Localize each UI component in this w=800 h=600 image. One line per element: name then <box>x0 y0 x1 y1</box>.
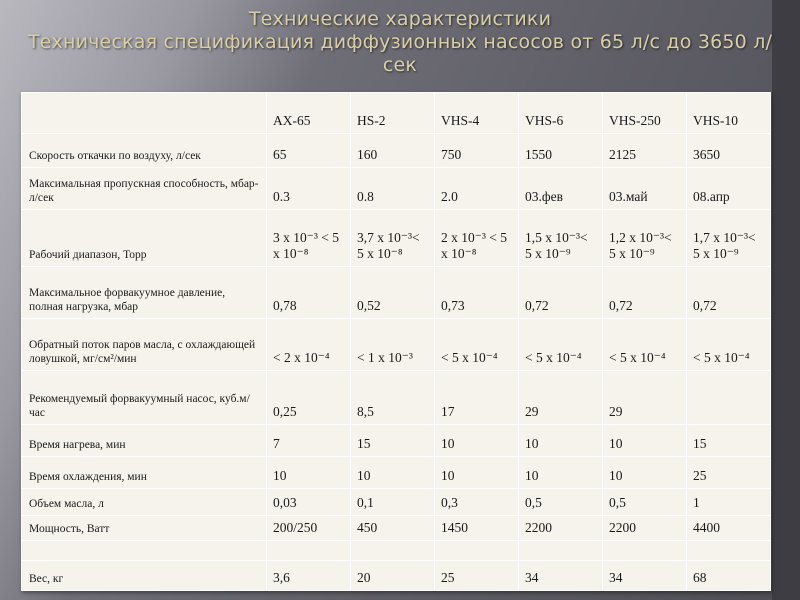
value-cell: 0,72 <box>687 267 771 319</box>
value-cell: 0,5 <box>519 489 603 516</box>
value-cell <box>435 541 519 561</box>
value-cell: 34 <box>603 561 687 591</box>
value-cell: 4400 <box>687 516 771 541</box>
value-cell: 68 <box>687 561 771 591</box>
value-cell: 10 <box>519 425 603 457</box>
value-cell: 0,1 <box>351 489 435 516</box>
value-cell: 10 <box>603 425 687 457</box>
value-cell: VHS-10 <box>687 93 771 134</box>
value-cell: 0.3 <box>267 168 351 210</box>
table-row <box>22 168 771 210</box>
value-cell: 65 <box>267 134 351 168</box>
value-cell: 8,5 <box>351 371 435 425</box>
value-cell: 2200 <box>603 516 687 541</box>
value-cell: 0,72 <box>519 267 603 319</box>
value-cell <box>603 541 687 561</box>
table-row <box>22 371 771 425</box>
value-cell: 0,5 <box>603 489 687 516</box>
value-cell: 15 <box>687 425 771 457</box>
value-cell <box>687 541 771 561</box>
value-cell: 160 <box>351 134 435 168</box>
table-row <box>22 134 771 168</box>
value-cell: 2125 <box>603 134 687 168</box>
value-cell: 0,03 <box>267 489 351 516</box>
title-line-2: Техническая спецификация диффузионных насосов от 65 л/с до 3650 л/сек <box>27 31 773 76</box>
value-cell: 29 <box>519 371 603 425</box>
title-line-1: Технические характеристики <box>248 8 552 30</box>
value-cell: 0,52 <box>351 267 435 319</box>
value-cell: 17 <box>435 371 519 425</box>
value-cell: 25 <box>687 457 771 489</box>
value-cell: 03.май <box>603 168 687 210</box>
value-cell: 0.8 <box>351 168 435 210</box>
value-cell <box>687 371 771 425</box>
value-cell: 0,78 <box>267 267 351 319</box>
row-label-cell: Максимальное форвакуумное давление, полная нагрузка, мбар <box>22 267 267 319</box>
table-row <box>22 516 771 541</box>
row-label-cell <box>22 541 267 561</box>
row-label-cell: Рабочий диапазон, Торр <box>22 210 267 267</box>
row-label-cell: Обратный поток паров масла, с охлаждающей ловушкой, мг/см²/мин <box>22 319 267 371</box>
value-cell: < 5 x 10⁻⁴ <box>519 319 603 371</box>
value-cell: 15 <box>351 425 435 457</box>
value-cell: < 5 x 10⁻⁴ <box>603 319 687 371</box>
value-cell: 1,2 x 10⁻³< 5 x 10⁻⁹ <box>603 210 687 267</box>
row-label-cell: Объем масла, л <box>22 489 267 516</box>
row-label-cell: Время охлаждения, мин <box>22 457 267 489</box>
value-cell: 0,3 <box>435 489 519 516</box>
value-cell: VHS-4 <box>435 93 519 134</box>
value-cell: 0,25 <box>267 371 351 425</box>
value-cell: 0,72 <box>603 267 687 319</box>
value-cell <box>351 541 435 561</box>
value-cell: < 1 x 10⁻³ <box>351 319 435 371</box>
value-cell: 2200 <box>519 516 603 541</box>
value-cell: 29 <box>603 371 687 425</box>
value-cell: 1 <box>687 489 771 516</box>
table-row <box>22 210 771 267</box>
value-cell: 34 <box>519 561 603 591</box>
table-header-row <box>22 93 771 134</box>
table-row <box>22 319 771 371</box>
value-cell: VHS-6 <box>519 93 603 134</box>
value-cell: 3,6 <box>267 561 351 591</box>
row-label-cell <box>22 93 267 134</box>
value-cell: 2.0 <box>435 168 519 210</box>
row-label-cell: Время нагрева, мин <box>22 425 267 457</box>
value-cell: 25 <box>435 561 519 591</box>
value-cell: 1,5 x 10⁻³< 5 x 10⁻⁹ <box>519 210 603 267</box>
value-cell: 750 <box>435 134 519 168</box>
value-cell: HS-2 <box>351 93 435 134</box>
decorative-stripe <box>772 0 800 600</box>
value-cell: 1550 <box>519 134 603 168</box>
value-cell: 03.фев <box>519 168 603 210</box>
value-cell: 10 <box>351 457 435 489</box>
value-cell: 450 <box>351 516 435 541</box>
value-cell: 3,7 x 10⁻³< 5 x 10⁻⁸ <box>351 210 435 267</box>
table-row <box>22 267 771 319</box>
value-cell: 10 <box>267 457 351 489</box>
value-cell: 1450 <box>435 516 519 541</box>
value-cell: 20 <box>351 561 435 591</box>
table-row <box>22 425 771 457</box>
value-cell: < 2 x 10⁻⁴ <box>267 319 351 371</box>
value-cell: < 5 x 10⁻⁴ <box>435 319 519 371</box>
value-cell: 08.апр <box>687 168 771 210</box>
table-row <box>22 457 771 489</box>
table-row <box>22 541 771 561</box>
row-label-cell: Мощность, Ватт <box>22 516 267 541</box>
value-cell: 10 <box>435 425 519 457</box>
row-label-cell: Рекомендуемый форвакуумный насос, куб.м/час <box>22 371 267 425</box>
value-cell: 0,73 <box>435 267 519 319</box>
table-row <box>22 489 771 516</box>
value-cell: 1,7 x 10⁻³< 5 x 10⁻⁹ <box>687 210 771 267</box>
value-cell: VHS-250 <box>603 93 687 134</box>
value-cell: AX-65 <box>267 93 351 134</box>
specs-table <box>21 92 771 591</box>
value-cell: 2 x 10⁻³ < 5 x 10⁻⁸ <box>435 210 519 267</box>
row-label-cell: Вес, кг <box>22 561 267 591</box>
slide-title <box>20 8 780 77</box>
table-row <box>22 561 771 591</box>
value-cell: 3650 <box>687 134 771 168</box>
value-cell: 200/250 <box>267 516 351 541</box>
row-label-cell: Максимальная пропускная способность, мбар-л/сек <box>22 168 267 210</box>
value-cell <box>519 541 603 561</box>
value-cell: < 5 x 10⁻⁴ <box>687 319 771 371</box>
row-label-cell: Скорость откачки по воздуху, л/сек <box>22 134 267 168</box>
value-cell: 3 x 10⁻³ < 5 x 10⁻⁸ <box>267 210 351 267</box>
value-cell: 10 <box>519 457 603 489</box>
value-cell <box>267 541 351 561</box>
value-cell: 10 <box>435 457 519 489</box>
value-cell: 7 <box>267 425 351 457</box>
value-cell: 10 <box>603 457 687 489</box>
